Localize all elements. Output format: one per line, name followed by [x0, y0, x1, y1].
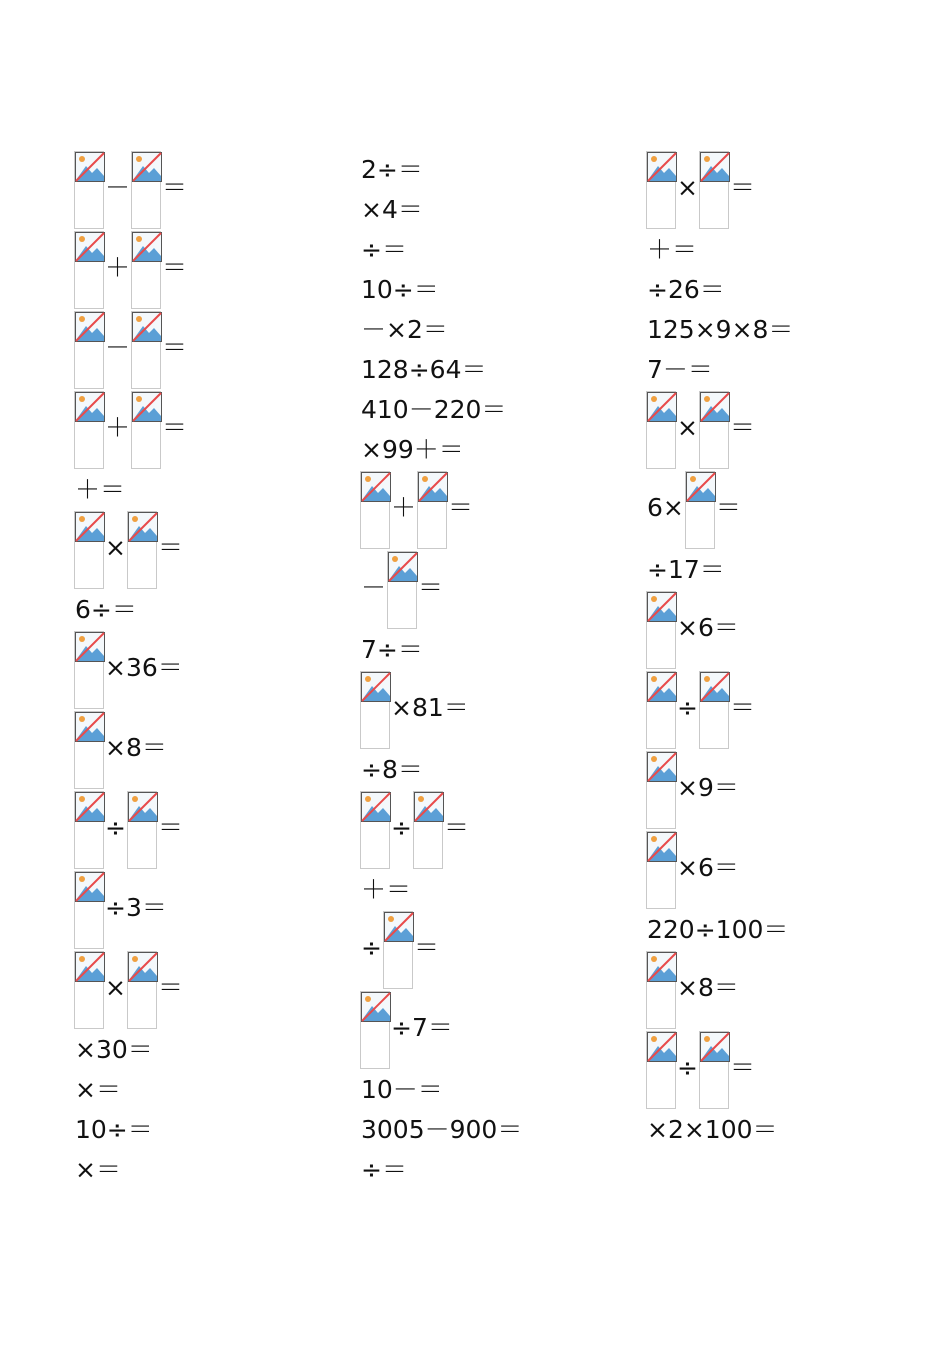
problem-text: ＝ [418, 573, 444, 602]
broken-image-icon [132, 392, 162, 422]
problem-row [360, 430, 523, 470]
problem-row [360, 670, 523, 750]
problem-row [646, 390, 794, 470]
problem-text: ÷ [361, 933, 382, 962]
broken-image-icon [414, 792, 444, 822]
problem-text: 2÷＝ [361, 155, 423, 184]
problem-text: ＋＝ [75, 475, 126, 504]
problem-row [74, 230, 188, 310]
problem-text: × [105, 973, 126, 1002]
image-placeholder [699, 1031, 729, 1109]
image-placeholder [74, 231, 104, 309]
problem-text: － [105, 333, 131, 362]
problem-row [360, 470, 523, 550]
image-placeholder [413, 791, 443, 869]
problem-text: ×9＝ [677, 773, 739, 802]
problem-text: ×30＝ [75, 1035, 153, 1064]
problem-text: ÷17＝ [647, 555, 725, 584]
broken-image-icon [647, 752, 677, 782]
image-placeholder [646, 1031, 676, 1109]
problem-text: ×2×100＝ [647, 1115, 778, 1144]
problem-row [646, 550, 794, 590]
broken-image-icon [700, 1032, 730, 1062]
broken-image-icon [418, 472, 448, 502]
broken-image-icon [700, 672, 730, 702]
broken-image-icon [132, 312, 162, 342]
problem-text: 7÷＝ [361, 635, 423, 664]
broken-image-icon [647, 832, 677, 862]
broken-image-icon [686, 472, 716, 502]
broken-image-icon [75, 312, 105, 342]
problem-text: ＝ [443, 813, 469, 842]
problem-text: ＝ [729, 1053, 755, 1082]
problem-row [360, 1070, 523, 1110]
broken-image-icon [361, 472, 391, 502]
problem-text: － [361, 573, 387, 602]
problem-text: －×2＝ [361, 315, 448, 344]
image-placeholder [131, 151, 161, 229]
image-placeholder [360, 991, 390, 1069]
problem-text: × [677, 413, 698, 442]
problem-row [360, 310, 523, 350]
image-placeholder [699, 391, 729, 469]
problem-text: ＝ [729, 693, 755, 722]
image-placeholder [74, 791, 104, 869]
problem-text: ×8＝ [677, 973, 739, 1002]
problem-column-3 [646, 150, 794, 1150]
problem-text: ＋ [105, 253, 131, 282]
problem-text: ＋ [105, 413, 131, 442]
problem-row [646, 150, 794, 230]
problem-text: 128÷64＝ [361, 355, 487, 384]
problem-row [74, 510, 188, 590]
problem-row [74, 390, 188, 470]
broken-image-icon [700, 152, 730, 182]
problem-text: ×＝ [75, 1155, 121, 1184]
problem-row [74, 1070, 188, 1110]
problem-text: ÷7＝ [391, 1013, 453, 1042]
problem-row [74, 470, 188, 510]
problem-row [74, 790, 188, 870]
image-placeholder [699, 151, 729, 229]
broken-image-icon [75, 872, 105, 902]
problem-row [74, 630, 188, 710]
problem-text: ÷3＝ [105, 893, 167, 922]
problem-text: ＝ [157, 973, 183, 1002]
image-placeholder [646, 671, 676, 749]
problem-row [646, 830, 794, 910]
image-placeholder [417, 471, 447, 549]
image-placeholder [360, 471, 390, 549]
problem-row [646, 310, 794, 350]
problem-text: ÷ [105, 813, 126, 842]
problem-text: × [105, 533, 126, 562]
problem-row [74, 1150, 188, 1190]
problem-row [646, 470, 794, 550]
broken-image-icon [647, 592, 677, 622]
image-placeholder [383, 911, 413, 989]
problem-text: ×99＋＝ [361, 435, 464, 464]
problem-row [360, 630, 523, 670]
problem-row [360, 270, 523, 310]
problem-row [360, 190, 523, 230]
problem-row [360, 1110, 523, 1150]
problem-text: ×36＝ [105, 653, 183, 682]
problem-text: 10÷＝ [361, 275, 439, 304]
problem-text: ÷ [677, 1053, 698, 1082]
image-placeholder [127, 951, 157, 1029]
problem-row [360, 990, 523, 1070]
problem-text: ×81＝ [391, 693, 469, 722]
problem-row [360, 390, 523, 430]
broken-image-icon [388, 552, 418, 582]
problem-row [646, 950, 794, 1030]
image-placeholder [127, 511, 157, 589]
broken-image-icon [75, 632, 105, 662]
image-placeholder [699, 671, 729, 749]
problem-text: ＝ [157, 533, 183, 562]
broken-image-icon [361, 792, 391, 822]
problem-row [74, 870, 188, 950]
problem-row [646, 350, 794, 390]
problem-text: ÷＝ [361, 235, 407, 264]
problem-text: ×6＝ [677, 613, 739, 642]
problem-text: ＝ [413, 933, 439, 962]
image-placeholder [360, 671, 390, 749]
broken-image-icon [647, 392, 677, 422]
problem-text: ＝ [157, 813, 183, 842]
image-placeholder [74, 311, 104, 389]
problem-text: ＝ [162, 413, 188, 442]
image-placeholder [131, 311, 161, 389]
problem-text: 125×9×8＝ [647, 315, 794, 344]
problem-text: ＋＝ [647, 235, 698, 264]
problem-row [646, 1110, 794, 1150]
problem-text: ＋＝ [361, 875, 412, 904]
problem-text: × [677, 173, 698, 202]
image-placeholder [74, 711, 104, 789]
problem-row [646, 910, 794, 950]
broken-image-icon [647, 1032, 677, 1062]
broken-image-icon [384, 912, 414, 942]
problem-row [360, 750, 523, 790]
problem-row [360, 150, 523, 190]
problem-row [646, 670, 794, 750]
problem-row [74, 950, 188, 1030]
problem-text: ×4＝ [361, 195, 423, 224]
problem-row [646, 750, 794, 830]
problem-row [646, 230, 794, 270]
problem-text: 7－＝ [647, 355, 713, 384]
problem-text: ÷ [677, 693, 698, 722]
broken-image-icon [647, 672, 677, 702]
problem-text: ÷＝ [361, 1155, 407, 1184]
image-placeholder [74, 151, 104, 229]
problem-column-1 [74, 150, 188, 1190]
broken-image-icon [75, 232, 105, 262]
problem-text: ÷8＝ [361, 755, 423, 784]
broken-image-icon [132, 152, 162, 182]
problem-row [74, 150, 188, 230]
problem-row [74, 710, 188, 790]
image-placeholder [74, 391, 104, 469]
broken-image-icon [75, 512, 105, 542]
broken-image-icon [75, 712, 105, 742]
problem-text: 220÷100＝ [647, 915, 789, 944]
image-placeholder [74, 511, 104, 589]
image-placeholder [387, 551, 417, 629]
problem-row [360, 790, 523, 870]
image-placeholder [646, 591, 676, 669]
problem-text: ＝ [729, 173, 755, 202]
image-placeholder [646, 151, 676, 229]
problem-row [74, 1110, 188, 1150]
problem-row [74, 310, 188, 390]
problem-row [360, 230, 523, 270]
image-placeholder [74, 871, 104, 949]
image-placeholder [360, 791, 390, 869]
problem-column-2 [360, 150, 523, 1190]
broken-image-icon [132, 232, 162, 262]
problem-row [646, 1030, 794, 1110]
image-placeholder [131, 391, 161, 469]
broken-image-icon [75, 952, 105, 982]
image-placeholder [646, 751, 676, 829]
problem-text: 6÷＝ [75, 595, 137, 624]
broken-image-icon [647, 152, 677, 182]
problem-text: ÷26＝ [647, 275, 725, 304]
problem-text: － [105, 173, 131, 202]
problem-text: ＝ [729, 413, 755, 442]
problem-text: 10÷＝ [75, 1115, 153, 1144]
image-placeholder [131, 231, 161, 309]
problem-row [360, 350, 523, 390]
broken-image-icon [128, 792, 158, 822]
problem-text: ×＝ [75, 1075, 121, 1104]
problem-row [360, 550, 523, 630]
problem-row [74, 1030, 188, 1070]
image-placeholder [646, 951, 676, 1029]
problem-text: ＝ [162, 333, 188, 362]
problem-text: ＋ [391, 493, 417, 522]
problem-text: ＝ [715, 493, 741, 522]
image-placeholder [74, 631, 104, 709]
problem-text: 10－＝ [361, 1075, 443, 1104]
problem-text: 6× [647, 493, 684, 522]
problem-text: ÷ [391, 813, 412, 842]
problem-text: ＝ [448, 493, 474, 522]
broken-image-icon [75, 792, 105, 822]
problem-text: ＝ [162, 253, 188, 282]
problem-row [646, 270, 794, 310]
problem-row [360, 870, 523, 910]
problem-row [360, 910, 523, 990]
problem-text: ×6＝ [677, 853, 739, 882]
image-placeholder [685, 471, 715, 549]
broken-image-icon [361, 992, 391, 1022]
broken-image-icon [75, 392, 105, 422]
problem-text: 3005－900＝ [361, 1115, 523, 1144]
image-placeholder [74, 951, 104, 1029]
broken-image-icon [128, 512, 158, 542]
broken-image-icon [361, 672, 391, 702]
problem-text: ＝ [162, 173, 188, 202]
problem-row [360, 1150, 523, 1190]
problem-text: 410－220＝ [361, 395, 507, 424]
problem-text: ×8＝ [105, 733, 167, 762]
problem-row [646, 590, 794, 670]
image-placeholder [646, 831, 676, 909]
image-placeholder [646, 391, 676, 469]
broken-image-icon [647, 952, 677, 982]
problem-row [74, 590, 188, 630]
image-placeholder [127, 791, 157, 869]
broken-image-icon [75, 152, 105, 182]
broken-image-icon [700, 392, 730, 422]
broken-image-icon [128, 952, 158, 982]
